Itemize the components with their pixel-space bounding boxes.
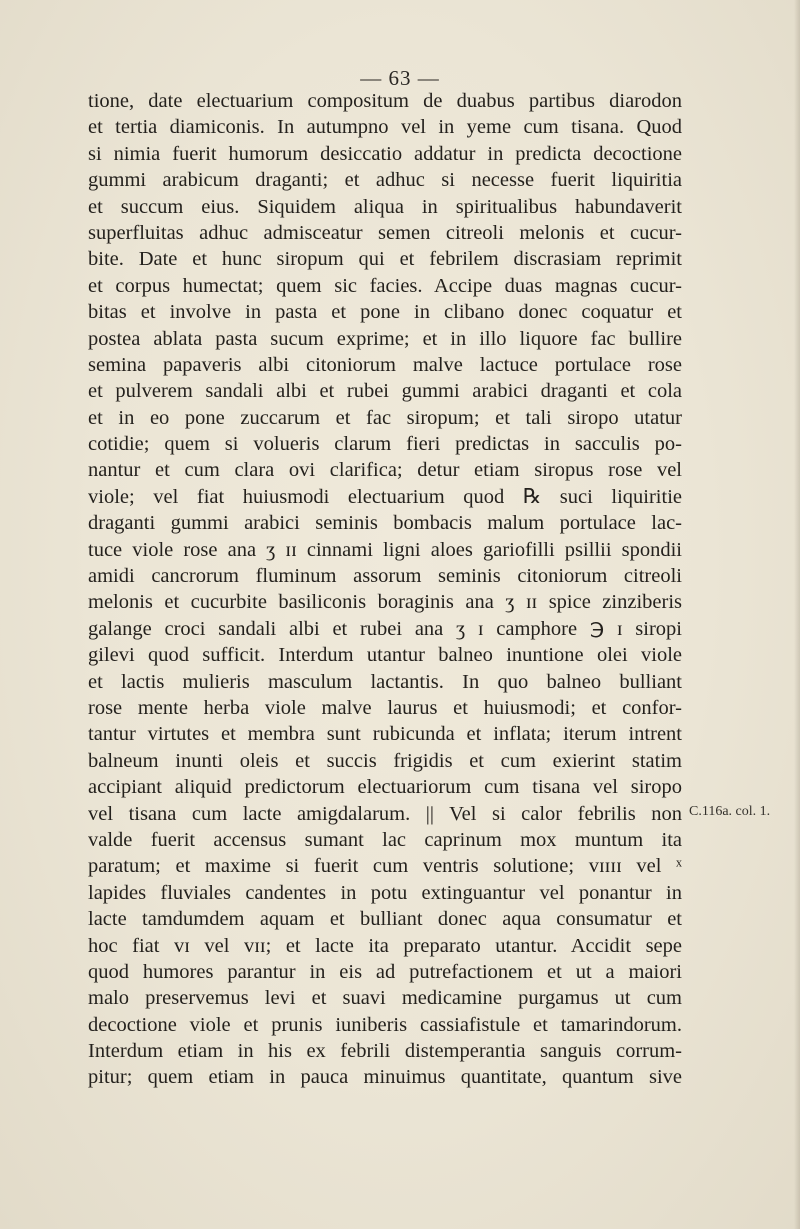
text-line: pitur; quem etiam in pauca minuimus quantitate, quantum sive (88, 1066, 682, 1089)
text-line: bitas et involve in pasta et pone in clibano donec coquatur et (88, 301, 682, 324)
text-line: et tertia diamiconis. In autumpno vel in yeme cum tisana. Quod (88, 116, 682, 139)
text-line: hoc fiat ᴠɪ vel ᴠɪɪ; et lacte ita preparato utantur. Accidit sepe (88, 934, 682, 957)
text-line: quod humores parantur in eis ad putrefactionem et ut a maiori (88, 960, 682, 983)
body-text (88, 88, 682, 1091)
text-line: et in eo pone zuccarum et fac siropum; et tali siropo utatur (88, 406, 682, 429)
text-line: accipiant aliquid predictorum electuariorum cum tisana vel siropo (88, 776, 682, 799)
page-edge-shadow (794, 0, 800, 1229)
text-line: galange croci sandali albi et rubei ana ʒ ɪ camphore ℈ ɪ siropi (88, 617, 682, 640)
text-line: lapides fluviales candentes in potu extinguantur vel ponantur in (88, 881, 682, 904)
text-line: draganti gummi arabici seminis bombacis malum portulace lac- (88, 512, 682, 535)
text-line: et lactis mulieris masculum lactantis. In quo balneo bulliant (88, 670, 682, 693)
margin-reference-note: C.116a. col. 1. (689, 804, 771, 819)
text-line: viole; vel fiat huiusmodi electuarium quod ℞ suci liquiritie (88, 485, 682, 508)
text-line: tantur virtutes et membra sunt rubicunda et inflata; iterum intrent (88, 723, 682, 746)
text-line: tuce viole rose ana ʒ ɪɪ cinnami ligni aloes gariofilli psillii spondii (88, 538, 682, 561)
text-line: Interdum etiam in his ex febrili distemperantia sanguis corrum- (88, 1040, 682, 1063)
text-line: bite. Date et hunc siropum qui et febrilem discrasiam reprimit (88, 248, 682, 271)
text-line: rose mente herba viole malve laurus et huiusmodi; et confor- (88, 696, 682, 719)
text-line: vel tisana cum lacte amigdalarum. || Vel si calor febrilis non (88, 802, 682, 825)
text-line: gilevi quod sufficit. Interdum utantur balneo inuntione olei viole (88, 644, 682, 667)
text-line: paratum; et maxime si fuerit cum ventris solutione; ᴠɪɪɪɪ vel ˣ (88, 855, 682, 878)
text-line: lacte tamdumdem aquam et bulliant donec aqua consumatur et (88, 908, 682, 931)
text-line: postea ablata pasta sucum exprime; et in illo liquore fac bullire (88, 327, 682, 350)
text-line: melonis et cucurbite basiliconis boraginis ana ʒ ɪɪ spice zinziberis (88, 591, 682, 614)
text-line: superfluitas adhuc admisceatur semen citreoli melonis et cucur- (88, 221, 682, 244)
text-line: nantur et cum clara ovi clarifica; detur etiam siropus rose vel (88, 459, 682, 482)
text-line: valde fuerit accensus sumant lac caprinum mox muntum ita (88, 828, 682, 851)
text-line: semina papaveris albi citoniorum malve lactuce portulace rose (88, 353, 682, 376)
page-number-header: — 63 — (360, 66, 440, 90)
text-line: et corpus humectat; quem sic facies. Accipe duas magnas cucur- (88, 274, 682, 297)
text-line: et succum eius. Siquidem aliqua in spiritualibus habundaverit (88, 195, 682, 218)
text-line: decoctione viole et prunis iuniberis cassiafistule et tamarindorum. (88, 1013, 682, 1036)
text-line: cotidie; quem si volueris clarum fieri predictas in sacculis po- (88, 433, 682, 456)
text-line: tione, date electuarium compositum de duabus partibus diarodon (88, 90, 682, 112)
text-line: balneum inunti oleis et succis frigidis et cum exierint statim (88, 749, 682, 772)
text-line: gummi arabicum draganti; et adhuc si necesse fuerit liquiritia (88, 169, 682, 192)
text-line: amidi cancrorum fluminum assorum seminis citoniorum citreoli (88, 565, 682, 588)
text-line: malo preservemus levi et suavi medicamine purgamus ut cum (88, 987, 682, 1010)
text-line: et pulverem sandali albi et rubei gummi arabici draganti et cola (88, 380, 682, 403)
text-line: si nimia fuerit humorum desiccatio addatur in predicta decoctione (88, 142, 682, 165)
